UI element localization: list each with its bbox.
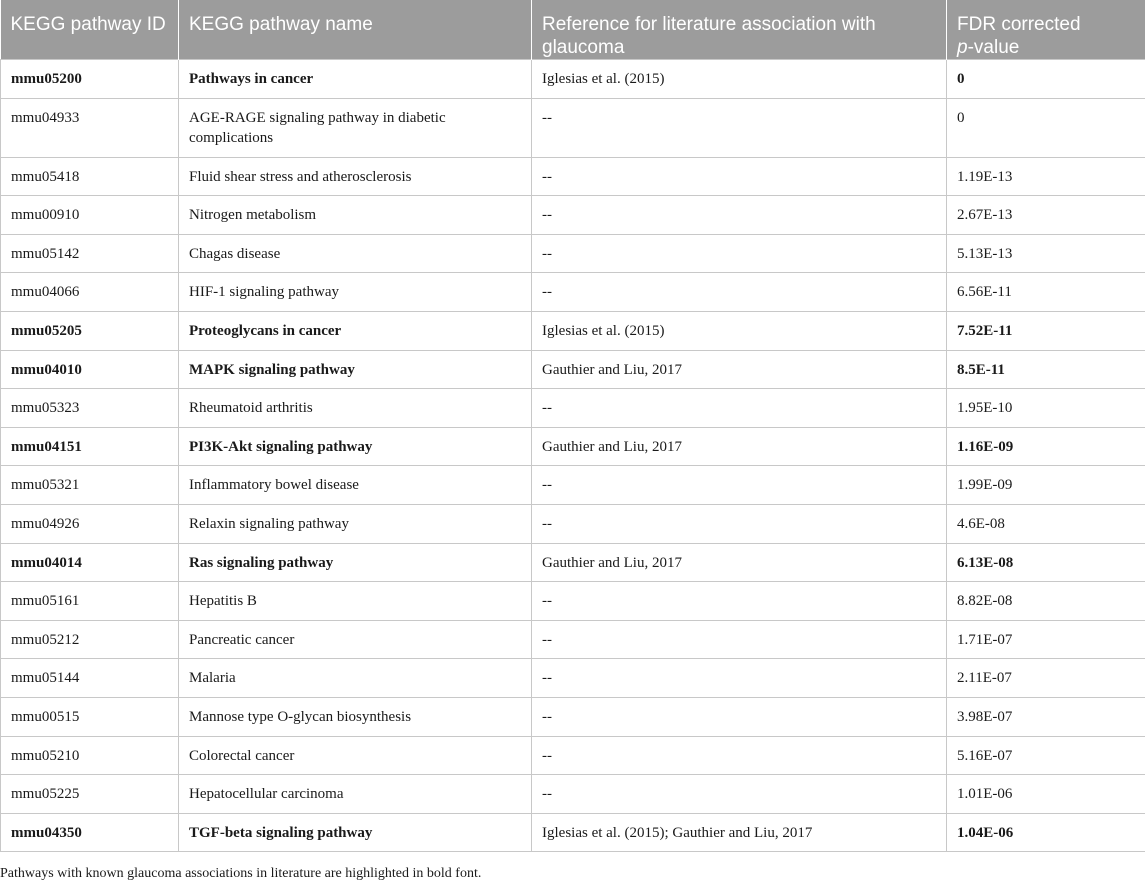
cell-reference: Iglesias et al. (2015) <box>532 60 947 99</box>
cell-fdr: 7.52E-11 <box>947 311 1145 350</box>
cell-fdr: 6.56E-11 <box>947 273 1145 312</box>
header-reference: Reference for literature association with glaucoma <box>532 0 947 60</box>
table-row <box>1 543 1145 582</box>
cell-fdr: 1.16E-09 <box>947 427 1145 466</box>
cell-reference: -- <box>532 389 947 428</box>
cell-reference: Gauthier and Liu, 2017 <box>532 543 947 582</box>
cell-reference: -- <box>532 582 947 621</box>
table-row <box>1 389 1145 428</box>
header-pathway-name: KEGG pathway name <box>179 0 532 60</box>
cell-fdr: 0 <box>947 98 1145 157</box>
cell-fdr: 8.5E-11 <box>947 350 1145 389</box>
cell-pathway-id: mmu05225 <box>1 775 179 814</box>
cell-reference: -- <box>532 697 947 736</box>
cell-pathway-name: Mannose type O-glycan biosynthesis <box>179 697 532 736</box>
cell-pathway-id: mmu00910 <box>1 196 179 235</box>
cell-pathway-id: mmu05142 <box>1 234 179 273</box>
table-row <box>1 60 1145 99</box>
cell-reference: Gauthier and Liu, 2017 <box>532 350 947 389</box>
cell-fdr: 1.99E-09 <box>947 466 1145 505</box>
table-row <box>1 659 1145 698</box>
cell-reference: -- <box>532 98 947 157</box>
cell-reference: -- <box>532 466 947 505</box>
cell-pathway-id: mmu04014 <box>1 543 179 582</box>
table-row <box>1 196 1145 235</box>
cell-pathway-id: mmu05321 <box>1 466 179 505</box>
cell-pathway-id: mmu05144 <box>1 659 179 698</box>
cell-fdr: 1.71E-07 <box>947 620 1145 659</box>
cell-pathway-id: mmu05205 <box>1 311 179 350</box>
cell-pathway-name: Colorectal cancer <box>179 736 532 775</box>
cell-fdr: 4.6E-08 <box>947 504 1145 543</box>
cell-reference: -- <box>532 504 947 543</box>
table-row <box>1 98 1145 157</box>
cell-pathway-name: Ras signaling pathway <box>179 543 532 582</box>
cell-pathway-id: mmu00515 <box>1 697 179 736</box>
table-footnote: Pathways with known glaucoma associations in literature are highlighted in bold font. <box>0 866 482 881</box>
cell-pathway-name: TGF-beta signaling pathway <box>179 813 532 852</box>
table-row <box>1 697 1145 736</box>
cell-pathway-name: AGE-RAGE signaling pathway in diabetic complications <box>179 98 532 157</box>
cell-reference: Iglesias et al. (2015) <box>532 311 947 350</box>
cell-pathway-id: mmu04933 <box>1 98 179 157</box>
table-row <box>1 273 1145 312</box>
cell-reference: -- <box>532 620 947 659</box>
cell-pathway-name: Hepatitis B <box>179 582 532 621</box>
table-row <box>1 813 1145 852</box>
cell-pathway-name: PI3K-Akt signaling pathway <box>179 427 532 466</box>
cell-fdr: 1.04E-06 <box>947 813 1145 852</box>
header-fdr <box>947 0 1145 60</box>
cell-pathway-name: Pancreatic cancer <box>179 620 532 659</box>
cell-pathway-id: mmu04010 <box>1 350 179 389</box>
cell-pathway-id: mmu05200 <box>1 60 179 99</box>
header-pathway-id: KEGG pathway ID <box>1 0 179 60</box>
cell-reference: Iglesias et al. (2015); Gauthier and Liu, 2017 <box>532 813 947 852</box>
cell-pathway-name: Chagas disease <box>179 234 532 273</box>
cell-pathway-id: mmu05210 <box>1 736 179 775</box>
table-row <box>1 775 1145 814</box>
cell-pathway-name: HIF-1 signaling pathway <box>179 273 532 312</box>
cell-reference: -- <box>532 775 947 814</box>
table-row <box>1 620 1145 659</box>
table-row <box>1 350 1145 389</box>
table-header <box>1 0 1145 60</box>
cell-fdr: 8.82E-08 <box>947 582 1145 621</box>
cell-pathway-name: Nitrogen metabolism <box>179 196 532 235</box>
cell-pathway-name: Hepatocellular carcinoma <box>179 775 532 814</box>
cell-pathway-name: Rheumatoid arthritis <box>179 389 532 428</box>
cell-pathway-name: Proteoglycans in cancer <box>179 311 532 350</box>
cell-pathway-id: mmu05161 <box>1 582 179 621</box>
cell-fdr: 6.13E-08 <box>947 543 1145 582</box>
table-row <box>1 427 1145 466</box>
header-fdr-suffix: -value <box>967 37 1020 58</box>
cell-pathway-id: mmu05212 <box>1 620 179 659</box>
cell-reference: -- <box>532 157 947 196</box>
cell-fdr: 2.67E-13 <box>947 196 1145 235</box>
header-fdr-prefix: FDR corrected <box>957 14 1081 35</box>
table-row <box>1 311 1145 350</box>
table-row <box>1 234 1145 273</box>
cell-pathway-id: mmu04350 <box>1 813 179 852</box>
table-row <box>1 504 1145 543</box>
table-row <box>1 582 1145 621</box>
cell-reference: -- <box>532 273 947 312</box>
cell-reference: -- <box>532 659 947 698</box>
table-body <box>1 60 1145 852</box>
table-row <box>1 466 1145 505</box>
cell-pathway-id: mmu04066 <box>1 273 179 312</box>
cell-fdr: 1.01E-06 <box>947 775 1145 814</box>
table-row <box>1 157 1145 196</box>
cell-pathway-id: mmu04926 <box>1 504 179 543</box>
cell-fdr: 1.19E-13 <box>947 157 1145 196</box>
cell-fdr: 0 <box>947 60 1145 99</box>
cell-fdr: 3.98E-07 <box>947 697 1145 736</box>
cell-pathway-name: Inflammatory bowel disease <box>179 466 532 505</box>
cell-reference: Gauthier and Liu, 2017 <box>532 427 947 466</box>
cell-pathway-name: MAPK signaling pathway <box>179 350 532 389</box>
cell-fdr: 1.95E-10 <box>947 389 1145 428</box>
cell-pathway-name: Fluid shear stress and atherosclerosis <box>179 157 532 196</box>
cell-reference: -- <box>532 234 947 273</box>
cell-pathway-name: Malaria <box>179 659 532 698</box>
cell-pathway-id: mmu04151 <box>1 427 179 466</box>
cell-pathway-id: mmu05323 <box>1 389 179 428</box>
cell-fdr: 2.11E-07 <box>947 659 1145 698</box>
cell-reference: -- <box>532 736 947 775</box>
cell-pathway-name: Pathways in cancer <box>179 60 532 99</box>
cell-reference: -- <box>532 196 947 235</box>
cell-pathway-id: mmu05418 <box>1 157 179 196</box>
table-row <box>1 736 1145 775</box>
cell-fdr: 5.16E-07 <box>947 736 1145 775</box>
cell-pathway-name: Relaxin signaling pathway <box>179 504 532 543</box>
cell-fdr: 5.13E-13 <box>947 234 1145 273</box>
header-fdr-p: p <box>957 37 968 58</box>
